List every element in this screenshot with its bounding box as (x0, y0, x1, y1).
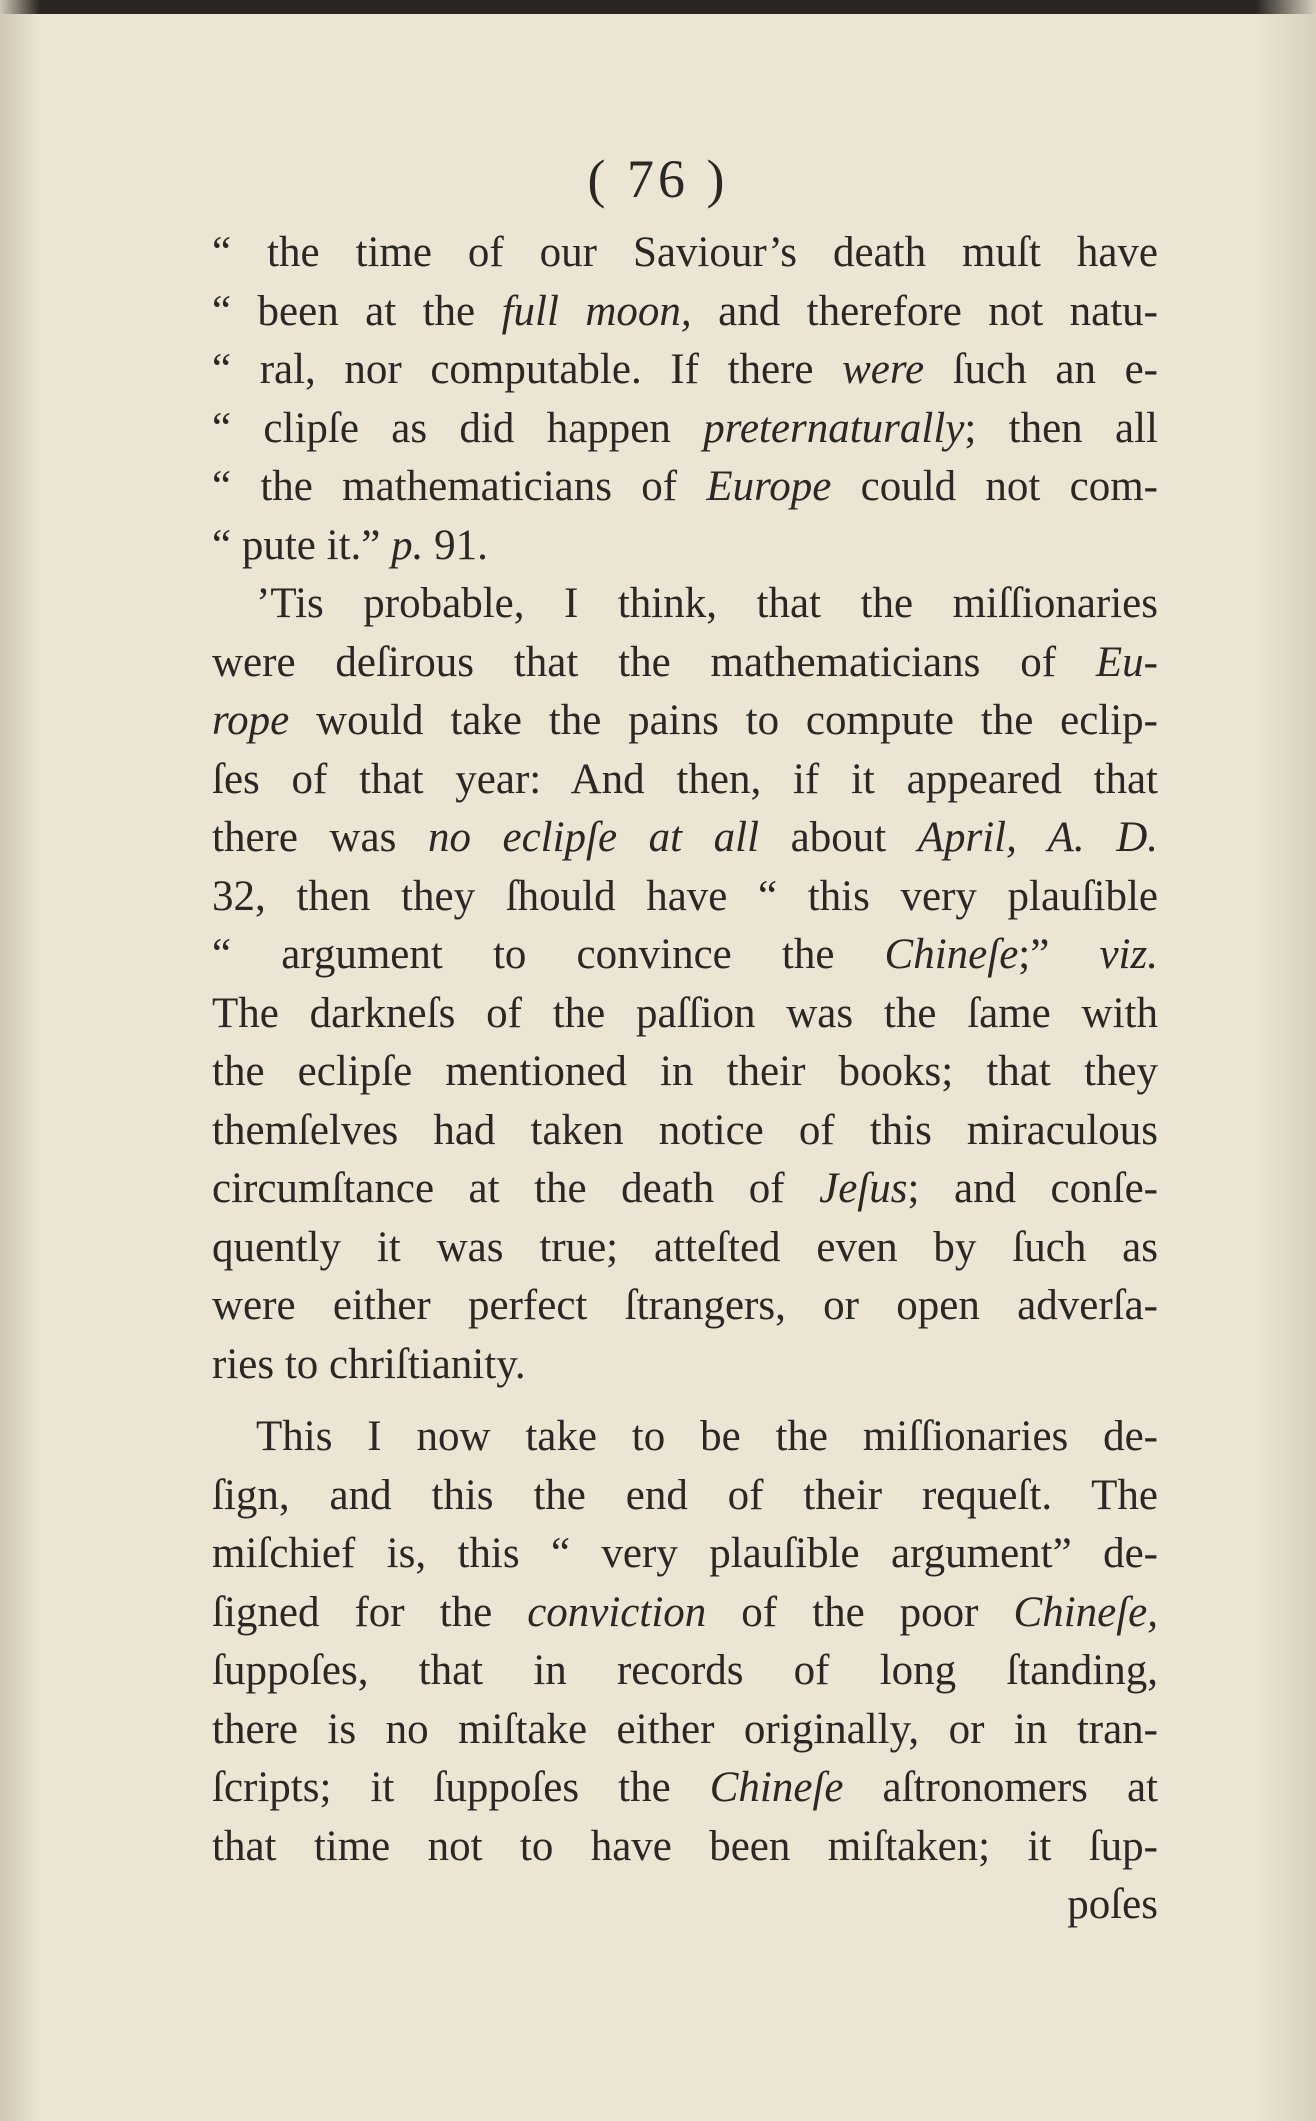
text-line: the eclipſe mentioned in their books; that they (212, 1048, 1158, 1095)
text-line: “ argument to convince the Chineſe;” viz. (212, 931, 1158, 978)
text-line: “ been at the full moon, and therefore not natu- (212, 287, 1158, 335)
text-line: miſchief is, this “ very plauſible argument” de- (212, 1530, 1158, 1577)
text-line: there was no eclipſe at all about April, A. D. (212, 814, 1159, 861)
page-edge-shadow (1256, 0, 1316, 2121)
page-number: ( 76 ) (587, 149, 729, 209)
text-line: ſign, and this the end of their requeſt. The (212, 1471, 1158, 1519)
text-line: ries to chriſtianity. (212, 1340, 526, 1388)
text-line: were deſirous that the mathematicians of Eu- (212, 638, 1158, 686)
text-line: This I now take to be the miſſionaries de- (256, 1413, 1158, 1460)
text-line: “ the mathematicians of Europe could not com- (212, 463, 1158, 510)
text-line: “ the time of our Saviour’s death muſt have (212, 229, 1158, 276)
text-line: The darkneſs of the paſſion was the ſame with (212, 989, 1158, 1037)
text-line: there is no miſtake either originally, or in tran- (212, 1705, 1158, 1753)
text-line: that time not to have been miſtaken; it ſup- (212, 1822, 1158, 1870)
text-line: were either perfect ſtrangers, or open adverſa- (212, 1282, 1158, 1329)
text-line: 32, then they ſhould have “ this very plauſible (212, 872, 1158, 920)
text-line: circumſtance at the death of Jeſus; and conſe- (212, 1165, 1158, 1212)
text-line: “ pute it.” p. 91. (212, 521, 488, 569)
text-line: ſuppoſes, that in records of long ſtanding, (212, 1647, 1158, 1694)
text-line: ſes of that year: And then, if it appeared that (212, 755, 1158, 803)
text-line: “ ral, nor computable. If there were ſuch an e- (212, 346, 1158, 393)
body-text (212, 224, 1158, 1935)
text-line: quently it was true; atteſted even by ſuch as (212, 1223, 1158, 1271)
text-line: themſelves had taken notice of this miraculous (212, 1106, 1158, 1154)
text-line: ’Tis probable, I think, that the miſſionaries (256, 580, 1158, 627)
page-top-edge (0, 0, 1316, 14)
text-line: “ clipſe as did happen preternaturally; then all (212, 404, 1158, 452)
gutter-shadow (0, 0, 40, 2121)
text-line: rope would take the pains to compute the eclip- (212, 697, 1158, 744)
catchword: poſes (1067, 1881, 1158, 1928)
text-line: ſigned for the conviction of the poor Chineſe, (212, 1588, 1159, 1636)
text-line: ſcripts; it ſuppoſes the Chineſe aſtronomers at (212, 1764, 1158, 1811)
